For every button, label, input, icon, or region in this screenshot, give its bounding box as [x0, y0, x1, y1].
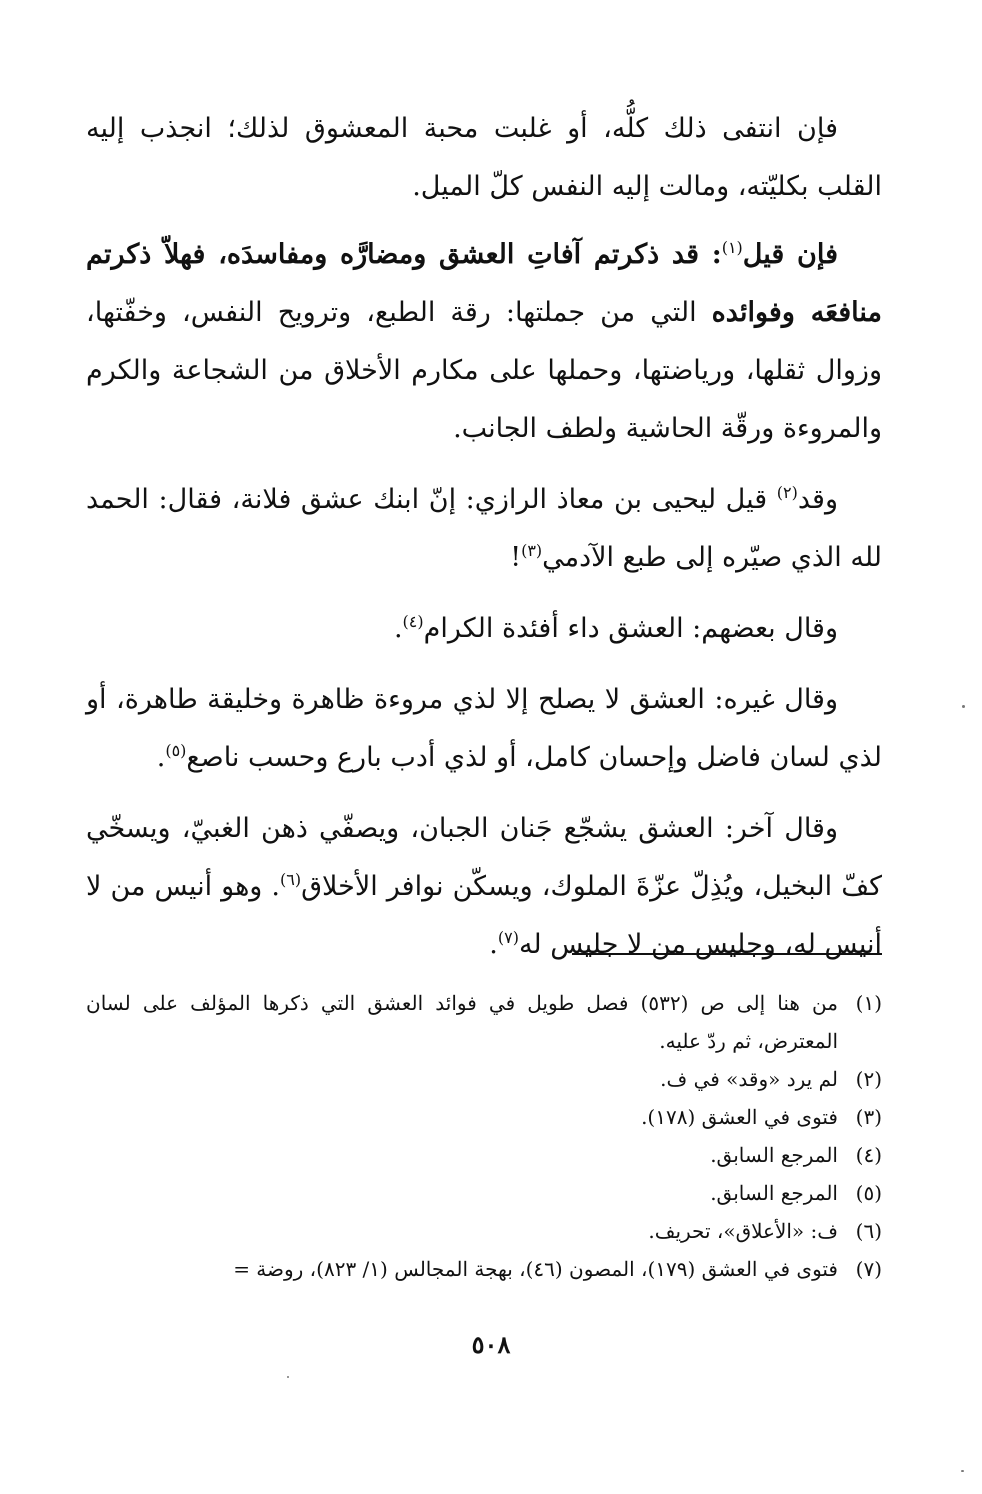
- footnote-number: (٧): [855, 1257, 882, 1281]
- text-run: !: [510, 542, 522, 573]
- footnote-text: فتوى في العشق (١٧٨).: [641, 1105, 838, 1129]
- bold-text: قد ذكرتم آفاتِ العشق ومضارَّه ومفاسدَه، فهلاّ ذكرتم منافعَه وفوائده: [86, 239, 882, 328]
- paragraph: [86, 471, 882, 587]
- scan-speck: [962, 705, 965, 708]
- footnote-number: (٢): [855, 1067, 882, 1091]
- footnote: [86, 1250, 882, 1288]
- paragraph: [86, 100, 882, 216]
- text-run: وقد: [797, 484, 838, 515]
- footnote: [86, 1174, 882, 1212]
- text-run: .: [393, 613, 403, 644]
- footnote-text: المرجع السابق.: [710, 1143, 838, 1167]
- footnote-ref: (٧): [497, 928, 519, 947]
- text-run: وقال بعضهم: العشق داء أفئدة الكرام: [423, 613, 838, 644]
- text-run: .: [489, 929, 498, 960]
- footnote-number: (٦): [855, 1219, 882, 1243]
- footnote-number: (٣): [855, 1105, 882, 1129]
- footnote-ref: (٢): [776, 483, 798, 502]
- paragraph: [86, 671, 882, 787]
- footnote-ref: (٤): [402, 612, 424, 631]
- footnote-text: المرجع السابق.: [710, 1181, 838, 1205]
- text-run: .: [156, 742, 166, 773]
- scan-speck: [287, 1376, 289, 1378]
- bold-text: :: [698, 239, 722, 270]
- paragraph: [86, 600, 882, 658]
- footnote: [86, 984, 882, 1060]
- footnote-number: (٥): [855, 1181, 882, 1205]
- footnote-separator: [572, 953, 882, 955]
- text-run: قيل ليحيى بن معاذ الرازي: إنّ ابنك عشق فلانة، فقال: الحمد لله الذي صيّره إلى طبع الآدمي: [86, 484, 882, 573]
- text-run: التي من جملتها: رقة الطبع، وترويح النفس، وخفّتها، وزوال ثقلها، ورياضتها، وحملها على مكارم الأخلاق من الشجاعة والكرم والمروءة ورقّة الحاشية ولطف الجانب.: [86, 297, 882, 444]
- footnote-ref: (٦): [279, 870, 302, 889]
- page-number: ٥٠٨: [471, 1330, 511, 1359]
- footnote-text: فتوى في العشق (١٧٩)، المصون (٤٦)، بهجة المجالس (١/ ٨٢٣)، روضة =: [233, 1257, 838, 1281]
- paragraph: [86, 800, 882, 974]
- bold-text: فإن قيل: [742, 239, 838, 270]
- footnotes: [86, 984, 882, 1288]
- footnote-number: (٤): [855, 1143, 882, 1167]
- paragraph: [86, 226, 882, 458]
- footnote: [86, 1136, 882, 1174]
- text-run: وقال غيره: العشق لا يصلح إلا لذي مروءة ظاهرة وخليقة طاهرة، أو لذي لسان فاضل وإحسان كامل، أو لذي أدب بارع وحسب ناصع: [86, 684, 882, 773]
- text-run: فإن انتفى ذلك كلُّه، أو غلبت محبة المعشوق لذلك؛ انجذب إليه القلب بكليّته، ومالت إليه النفس كلّ الميل.: [86, 113, 882, 202]
- main-text: [86, 100, 882, 987]
- footnote-text: من هنا إلى ص (٥٣٢) فصل طويل في فوائد العشق التي ذكرها المؤلف على لسان المعترض، ثم ردّ عليه.: [86, 991, 838, 1053]
- footnote-number: (١): [855, 991, 882, 1015]
- footnote-ref: (٣): [521, 541, 543, 560]
- footnote-ref: (١): [721, 238, 743, 257]
- text-run: وقال آخر: العشق يشجّع جَنان الجبان، ويصفّي ذهن الغبيّ، ويسخّي كفّ البخيل، ويُذِلّ عزّةَ الملوك، ويسكّن نوافر الأخلاق: [86, 813, 882, 902]
- footnote-ref: (٥): [165, 741, 187, 760]
- footnote-text: لم يرد «وقد» في ف.: [660, 1067, 838, 1091]
- footnote: [86, 1212, 882, 1250]
- footnote: [86, 1060, 882, 1098]
- footnote: [86, 1098, 882, 1136]
- scan-speck: [961, 1470, 964, 1472]
- footnote-text: ف: «الأعلاق»، تحريف.: [648, 1219, 838, 1243]
- text-run: . وهو أنيس من لا أنيس له، وجليس من لا جليس له: [86, 871, 882, 960]
